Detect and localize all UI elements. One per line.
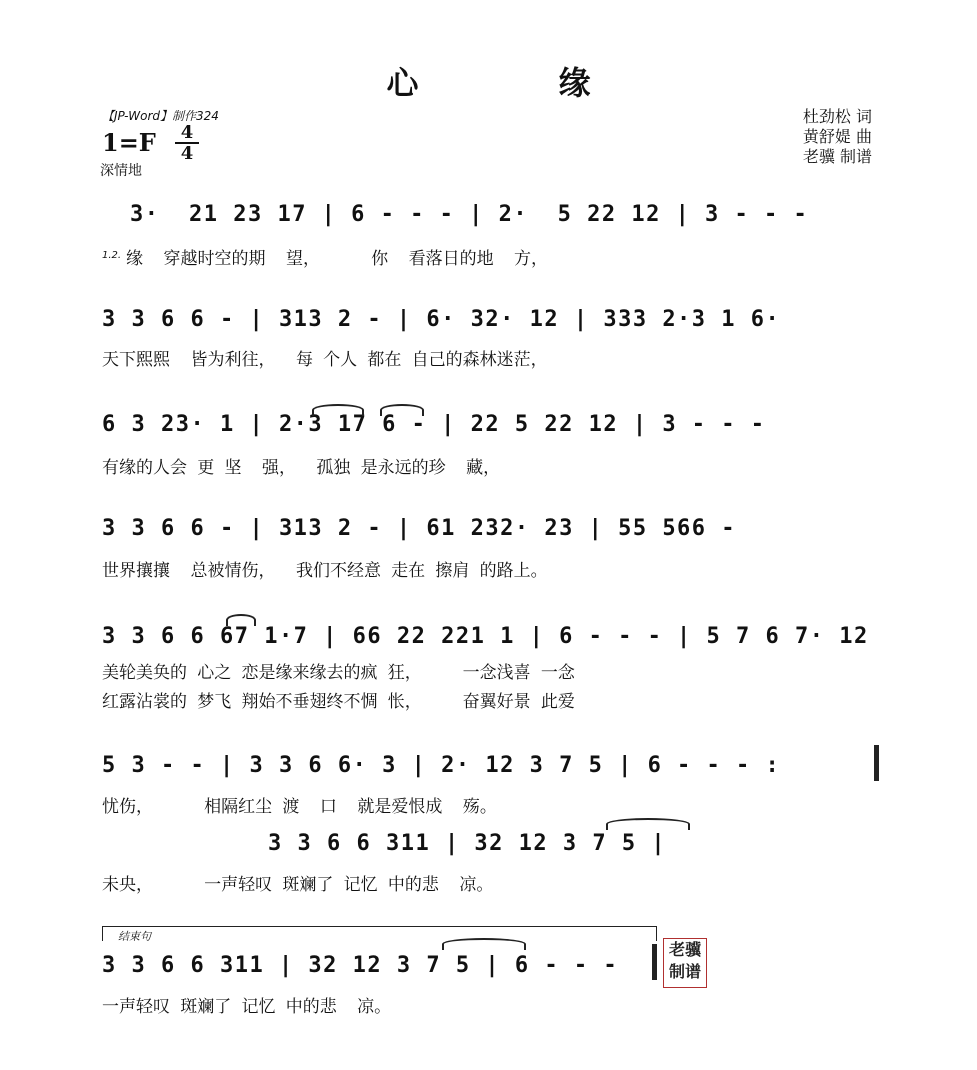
composer: 黄舒媞 曲 (802, 127, 872, 146)
lyrics-row-2: 天下熙熙 皆为利往， 每 个人 都在 自己的森林迷茫， (102, 350, 548, 370)
lyrics-row-1: 缘 穿越时空的期 望， 你 看落日的地 方， (126, 249, 549, 269)
time-signature (175, 124, 199, 162)
notes-row-4: 3 3 6 6 - | 313 2 - | 61 232· 23 | 55 566 - (102, 516, 737, 541)
lyrics-row-3: 有缘的人会 更 坚 强， 孤独 是永远的珍 藏， (102, 458, 501, 478)
notes-row-2: 3 3 6 6 - | 313 2 - | 6· 32· 12 | 333 2·3 1 6· (102, 307, 781, 332)
arranger: 老骥 制谱 (802, 147, 872, 166)
ending-label: 结束句 (118, 930, 151, 943)
slur (442, 938, 526, 950)
time-top: 4 (180, 122, 194, 143)
slur (226, 614, 256, 626)
notes-row-8: 3 3 6 6 311 | 32 12 3 7 5 | 6 - - - (102, 953, 619, 978)
slur (312, 404, 364, 416)
verse-number: 1.2. (102, 250, 122, 261)
lyrics-row-4: 世界攘攘 总被情伤， 我们不经意 走在 擦肩 的路上。 (102, 561, 548, 581)
lyrics-row-5a: 美轮美奂的 心之 恋是缘来缘去的疯 狂， 一念浅喜 一念 (102, 663, 575, 683)
seal-line-2: 制谱 (668, 962, 701, 981)
slur (606, 818, 690, 830)
software-credit: 【JP-Word】制作324 (102, 109, 219, 123)
notes-row-6: 5 3 - - | 3 3 6 6· 3 | 2· 12 3 7 5 | 6 - - - : (102, 753, 781, 778)
final-barline (652, 944, 657, 980)
lyrics-row-8: 一声轻叹 斑斓了 记忆 中的悲 凉。 (102, 997, 392, 1017)
ending-bracket (102, 926, 657, 941)
notes-row-3: 6 3 23· 1 | 2·3 17 6 - | 22 5 22 12 | 3 - - - (102, 412, 766, 437)
lyricist: 杜劲松 词 (802, 107, 872, 126)
repeat-end-barline (874, 745, 879, 781)
seal-line-1: 老骥 (668, 940, 701, 959)
lyrics-row-6: 忧伤， 相隔红尘 渡 口 就是爱恨成 殇。 (102, 797, 497, 817)
notes-row-7: 3 3 6 6 311 | 32 12 3 7 5 | (268, 831, 667, 856)
key-signature: 1=F (102, 128, 156, 157)
notes-row-5: 3 3 6 6 67 1·7 | 66 22 221 1 | 6 - - - | 5 7 6 7· 12 (102, 624, 869, 649)
authors (803, 107, 872, 167)
tempo-marking: 深情地 (100, 163, 142, 179)
notes-row-1: 3· 21 23 17 | 6 - - - | 2· 5 22 12 | 3 - - - (130, 202, 809, 227)
slur (380, 404, 424, 416)
song-title: 心 缘 (386, 64, 645, 102)
lyrics-row-5b: 红露沾裳的 梦飞 翔始不垂翅终不惆 怅， 奋翼好景 此爱 (102, 692, 575, 712)
lyrics-row-7: 未央， 一声轻叹 斑斓了 记忆 中的悲 凉。 (102, 875, 494, 895)
arranger-seal (663, 938, 707, 988)
time-bottom: 4 (180, 143, 194, 164)
